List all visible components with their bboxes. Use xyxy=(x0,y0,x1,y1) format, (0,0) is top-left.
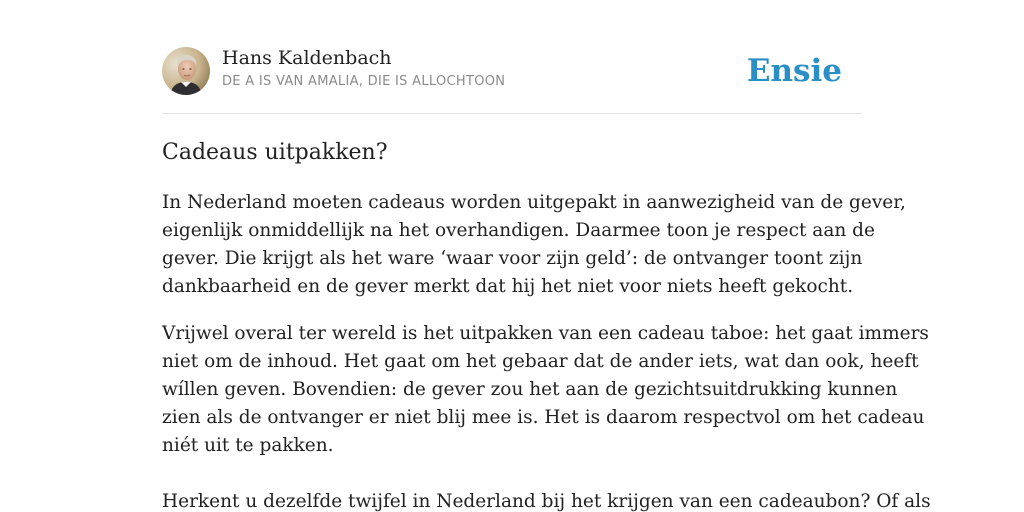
paragraph-line: Vrijwel overal ter wereld is het uitpakken van een cadeau taboe: het gaat immers xyxy=(162,323,929,344)
paragraph-line: Herkent u dezelfde twijfel in Nederland bij het krijgen van een cadeaubon? Of als xyxy=(162,491,931,512)
paragraph-line: zien als de ontvanger er niet blij mee is. Het is daarom respectvol om het cadeau xyxy=(162,407,925,428)
paragraph-line: eigenlijk onmiddellijk na het overhandigen. Daarmee toon je respect aan de xyxy=(162,220,875,241)
ensie-logo[interactable]: Ensie xyxy=(746,53,842,89)
paragraph-line: gever. Die krijgt als het ware ‘waar voor zijn geld’: de ontvanger toont zijn xyxy=(162,248,863,269)
paragraph-line: dankbaarheid en de gever merkt dat hij het niet voor niets heeft gekocht. xyxy=(162,276,854,297)
paragraph-line: niét uit te pakken. xyxy=(162,435,334,456)
article-paragraph xyxy=(162,189,906,301)
article-paragraph xyxy=(162,488,931,512)
article xyxy=(162,136,931,512)
author-name[interactable]: Hans Kaldenbach xyxy=(222,47,392,69)
avatar-portrait-icon xyxy=(162,47,210,95)
article-paragraph xyxy=(162,320,929,460)
paragraph-line: In Nederland moeten cadeaus worden uitgepakt in aanwezigheid van de gever, xyxy=(162,192,906,213)
header-divider xyxy=(162,113,862,114)
article-title: Cadeaus uitpakken? xyxy=(162,140,388,165)
author-avatar[interactable] xyxy=(162,47,210,95)
paragraph-line: niet om de inhoud. Het gaat om het gebaar dat de ander iets, wat dan ook, heeft xyxy=(162,351,919,372)
author-subtitle: DE A IS VAN AMALIA, DIE IS ALLOCHTOON xyxy=(222,74,506,89)
author-header xyxy=(162,46,862,96)
paragraph-line: wíllen geven. Bovendien: de gever zou het aan de gezichtsuitdrukking kunnen xyxy=(162,379,898,400)
